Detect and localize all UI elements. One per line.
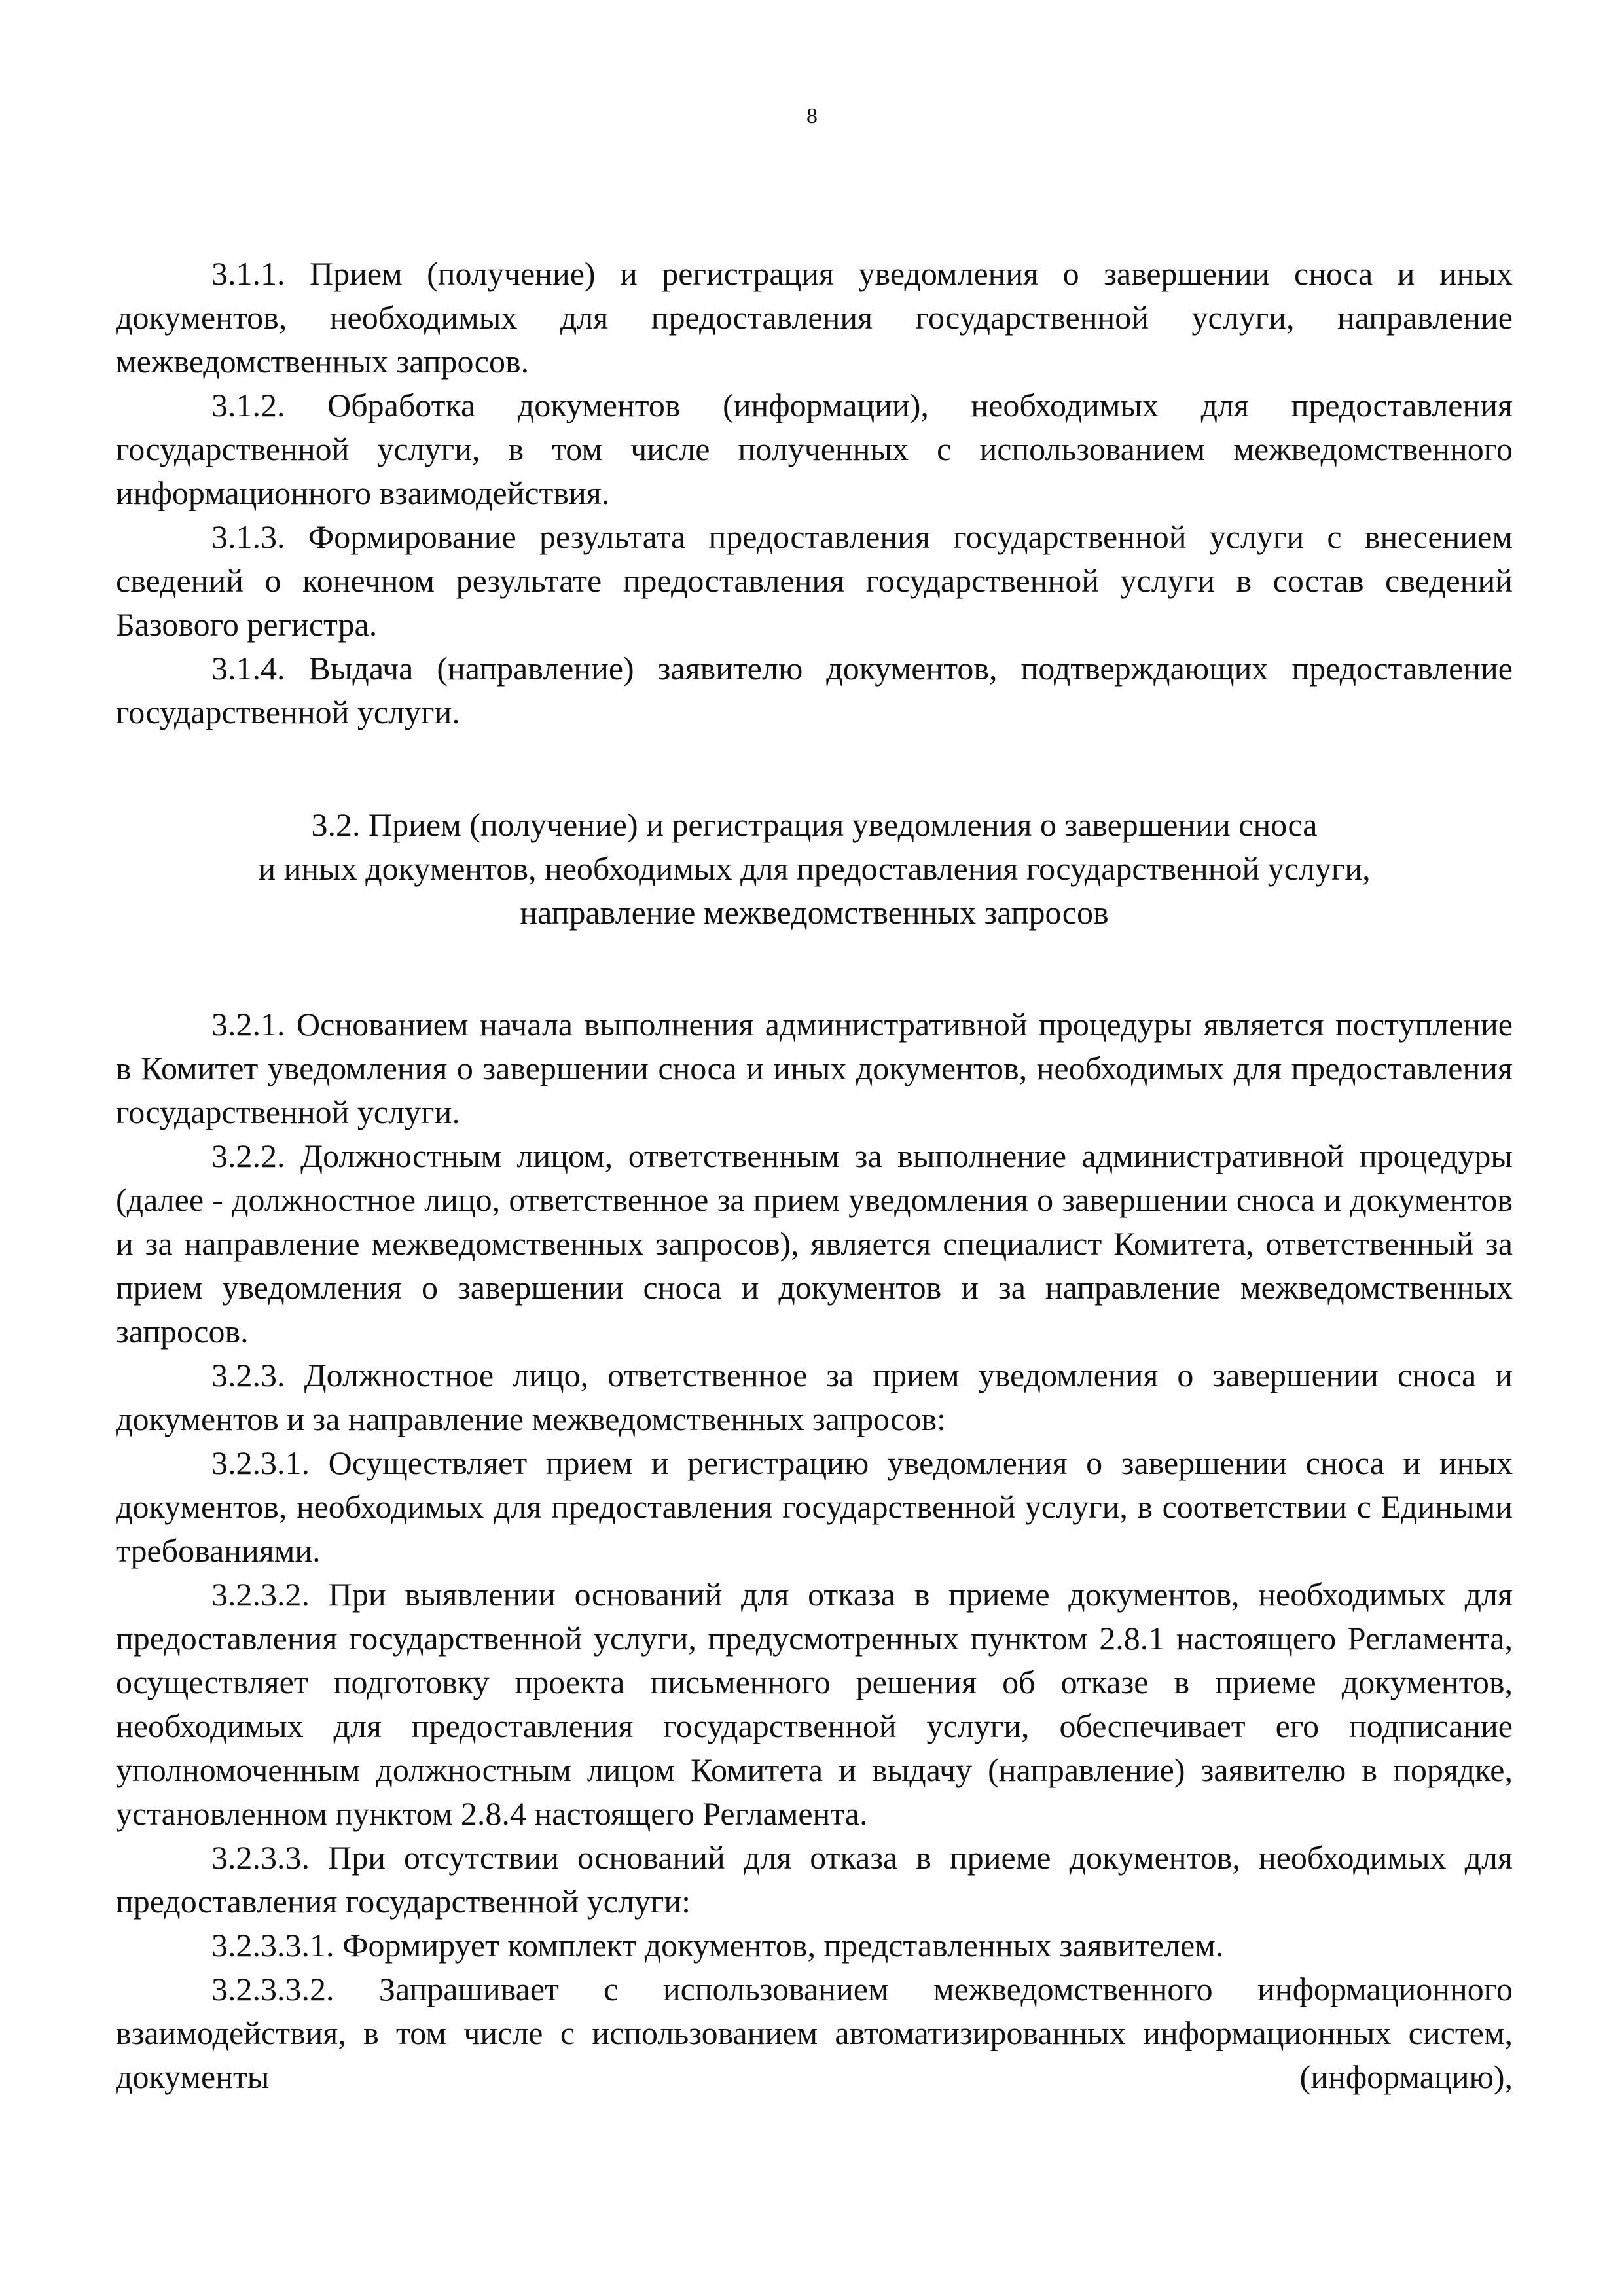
paragraph-3-2-3: 3.2.3. Должностное лицо, ответственное за прием уведомления о завершении сноса и документов и за направление межведомственных запросов:	[116, 1357, 1513, 1437]
page-number: 8	[806, 104, 818, 128]
paragraph-3-2-3-3-2: 3.2.3.3.2. Запрашивает с использованием межведомственного информационного взаимодействия, в том числе с использованием автоматизированных информационных систем, документы (информацию),	[116, 1971, 1513, 2095]
paragraph-3-2-1: 3.2.1. Основанием начала выполнения административной процедуры является поступление в Комитет уведомления о завершении сноса и иных документов, необходимых для предоставления государственной услуги.	[116, 1006, 1513, 1130]
paragraph-3-2-3-2: 3.2.3.2. При выявлении оснований для отказа в приеме документов, необходимых для предоставления государственной услуги, предусмотренных пунктом 2.8.1 настоящего Регламента, осуществляет подготовку проекта письменного решения об отказе в приеме документов, необходимых для предоставления государственной услуги, обеспечивает его подписание уполномоченным должностным лицом Комитета и выдачу (направление) заявителю в порядке, установленном пунктом 2.8.4 настоящего Регламента.	[116, 1576, 1513, 1832]
heading-line: направление межведомственных запросов	[520, 894, 1109, 931]
paragraph-3-1-4: 3.1.4. Выдача (направление) заявителю документов, подтверждающих предоставление государственной услуги.	[116, 650, 1513, 730]
paragraph-3-2-3-3: 3.2.3.3. При отсутствии оснований для отказа в приеме документов, необходимых для предоставления государственной услуги:	[116, 1839, 1513, 1920]
section-heading-3-2	[116, 803, 1513, 935]
paragraph-3-1-3: 3.1.3. Формирование результата предоставления государственной услуги с внесением сведений о конечном результате предоставления государственной услуги в состав сведений Базового регистра.	[116, 518, 1513, 643]
paragraph-3-2-2: 3.2.2. Должностным лицом, ответственным за выполнение административной процедуры (далее - должностное лицо, ответственное за прием уведомления о завершении сноса и документов и за направление межведомственных запросов), является специалист Комитета, ответственный за прием уведомления о завершении сноса и документов и за направление межведомственных запросов.	[116, 1138, 1513, 1350]
heading-line: и иных документов, необходимых для предоставления государственной услуги,	[258, 850, 1371, 887]
document-body	[116, 252, 1513, 2099]
paragraph-3-2-3-3-1: 3.2.3.3.1. Формирует комплект документов, представленных заявителем.	[211, 1927, 1224, 1964]
heading-line: 3.2. Прием (получение) и регистрация уведомления о завершении сноса	[311, 806, 1318, 843]
paragraph-3-1-1: 3.1.1. Прием (получение) и регистрация уведомления о завершении сноса и иных документов, необходимых для предоставления государственной услуги, направление межведомственных запросов.	[116, 255, 1513, 380]
paragraph-3-2-3-1: 3.2.3.1. Осуществляет прием и регистрацию уведомления о завершении сноса и иных документов, необходимых для предоставления государственной услуги, в соответствии с Едиными требованиями.	[116, 1444, 1513, 1569]
paragraph-3-1-2: 3.1.2. Обработка документов (информации), необходимых для предоставления государственной услуги, в том числе полученных с использованием межведомственного информационного взаимодействия.	[116, 387, 1513, 511]
